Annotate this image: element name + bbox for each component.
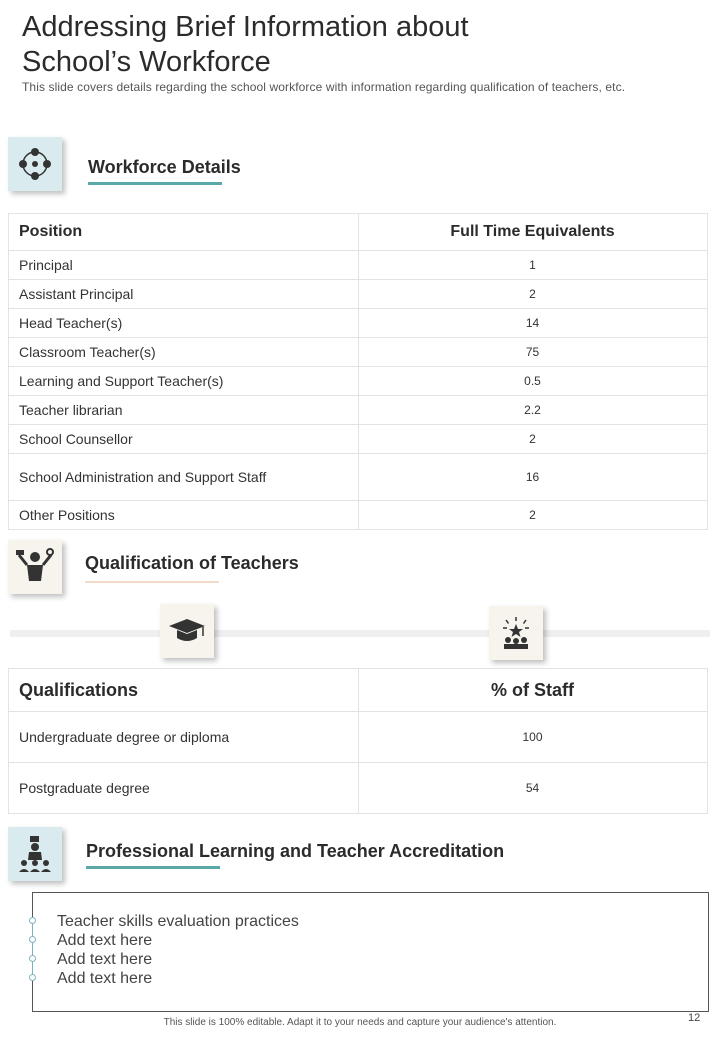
fte-cell: 75 (359, 338, 708, 367)
footer-note: This slide is 100% editable. Adapt it to your needs and capture your audience's attention. (163, 1017, 557, 1028)
learning-bullet: Teacher skills evaluation practices (57, 913, 299, 930)
learning-title-underline (86, 866, 220, 869)
qualification-title-underline (85, 581, 219, 583)
presenter-audience-icon (8, 827, 62, 881)
teacher-achievement-icon (8, 540, 62, 594)
qualification-cell: Postgraduate degree (9, 763, 359, 814)
col-header-pct-staff: % of Staff (359, 669, 708, 712)
table-row (9, 712, 708, 763)
table-header-row (9, 214, 708, 251)
table-row (9, 367, 708, 396)
bullet-connector-line (32, 920, 33, 980)
table-row (9, 396, 708, 425)
position-cell: Principal (9, 251, 359, 280)
page-title-line-1: Addressing Brief Information about (22, 11, 469, 43)
fte-cell: 2 (359, 501, 708, 530)
table-row (9, 309, 708, 338)
position-cell: School Counsellor (9, 425, 359, 454)
graduation-cap-icon (160, 604, 214, 658)
bullet-dot (29, 955, 36, 962)
page-title (22, 10, 469, 80)
fte-cell: 2 (359, 280, 708, 309)
fte-cell: 16 (359, 454, 708, 501)
position-cell: Assistant Principal (9, 280, 359, 309)
workforce-title-underline (88, 182, 222, 185)
position-cell: Teacher librarian (9, 396, 359, 425)
qualification-title: Qualification of Teachers (85, 553, 299, 573)
bullet-dot (29, 917, 36, 924)
bullet-dot (29, 974, 36, 981)
col-header-position: Position (9, 214, 359, 251)
learning-bullet: Add text here (57, 951, 153, 968)
table-row (9, 251, 708, 280)
position-cell: Head Teacher(s) (9, 309, 359, 338)
col-header-fte: Full Time Equivalents (359, 214, 708, 251)
workforce-title: Workforce Details (88, 157, 241, 177)
pct-cell: 54 (359, 763, 708, 814)
table-row (9, 501, 708, 530)
divider-bar (10, 630, 710, 637)
pct-cell: 100 (359, 712, 708, 763)
fte-cell: 1 (359, 251, 708, 280)
page-title-line-2: School’s Workforce (22, 46, 271, 78)
qualification-cell: Undergraduate degree or diploma (9, 712, 359, 763)
page-number: 12 (688, 1012, 701, 1024)
page-subtitle: This slide covers details regarding the school workforce with information regarding qualification of teachers, etc. (22, 80, 626, 94)
fte-cell: 2.2 (359, 396, 708, 425)
learning-title: Professional Learning and Teacher Accreditation (86, 841, 505, 861)
fte-cell: 14 (359, 309, 708, 338)
fte-cell: 2 (359, 425, 708, 454)
position-cell: Other Positions (9, 501, 359, 530)
bullet-dot (29, 936, 36, 943)
table-row (9, 763, 708, 814)
table-row (9, 280, 708, 309)
table-row (9, 338, 708, 367)
position-cell: School Administration and Support Staff (9, 454, 359, 501)
position-cell: Learning and Support Teacher(s) (9, 367, 359, 396)
col-header-qualifications: Qualifications (9, 669, 359, 712)
fte-cell: 0.5 (359, 367, 708, 396)
network-people-icon (8, 137, 62, 191)
learning-bullet: Add text here (57, 932, 153, 949)
table-row (9, 425, 708, 454)
table-header-row (9, 669, 708, 712)
team-award-icon (489, 606, 543, 660)
qualification-table (8, 668, 708, 814)
workforce-table (8, 213, 708, 530)
table-row (9, 454, 708, 501)
position-cell: Classroom Teacher(s) (9, 338, 359, 367)
learning-bullet: Add text here (57, 970, 153, 987)
